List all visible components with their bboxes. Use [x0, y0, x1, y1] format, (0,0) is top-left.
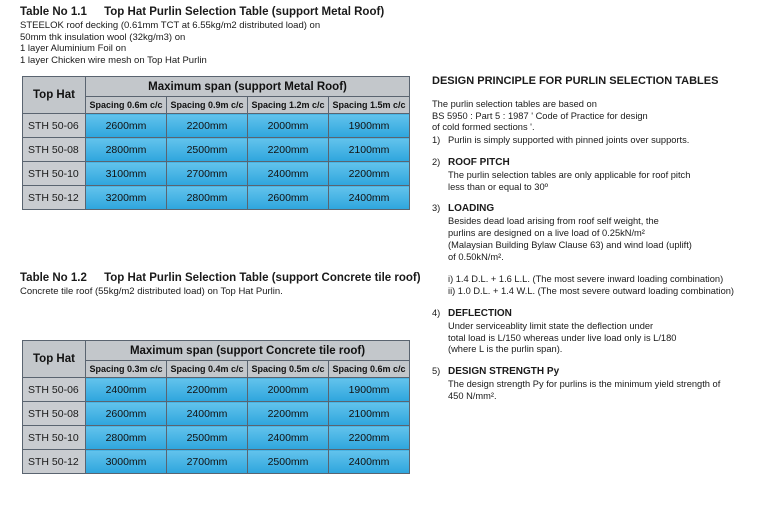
span-value: 2800mm: [86, 426, 167, 450]
row-name: STH 50-12: [23, 186, 86, 210]
span-value: 2200mm: [248, 138, 329, 162]
item-number: 4): [432, 307, 441, 318]
span-value: 2200mm: [329, 426, 410, 450]
table2-label: Table No 1.2: [20, 272, 87, 284]
item-text: less than or equal to 30º: [448, 181, 549, 192]
item-text: of 0.50kN/m².: [448, 251, 504, 262]
span-value: 1900mm: [329, 114, 410, 138]
row-name: STH 50-06: [23, 378, 86, 402]
table1-heading: [20, 6, 384, 18]
item-text: total load is L/150 whereas under live load only is L/180: [448, 332, 677, 343]
design-item-2: [432, 157, 752, 193]
item-heading: LOADING: [448, 203, 495, 215]
span-value: 2500mm: [248, 450, 329, 474]
item-text: The design strength Py for purlins is the minimum yield strength of: [448, 378, 721, 389]
design-intro-line: BS 5950 : Part 5 : 1987 ' Code of Practice for design: [432, 110, 648, 121]
table-row: [23, 450, 410, 474]
span-value: 2000mm: [248, 378, 329, 402]
item-heading: DEFLECTION: [448, 307, 512, 319]
span-value: 2000mm: [248, 114, 329, 138]
span-value: 2500mm: [167, 426, 248, 450]
load-combination: i) 1.4 D.L. + 1.6 L.L. (The most severe inward loading combination): [448, 274, 724, 285]
table-row: [23, 138, 410, 162]
span-value: 2200mm: [329, 162, 410, 186]
span-value: 2700mm: [167, 450, 248, 474]
table2-spacing-header: Spacing 0.6m c/c: [329, 361, 410, 378]
design-item-3: [432, 203, 752, 298]
table2-title: Top Hat Purlin Selection Table (support Concrete tile roof): [104, 272, 421, 284]
span-value: 2600mm: [248, 186, 329, 210]
table2-subtitle-line: Concrete tile roof (55kg/m2 distributed load) on Top Hat Purlin.: [20, 286, 283, 297]
row-name: STH 50-10: [23, 162, 86, 186]
row-name: STH 50-08: [23, 402, 86, 426]
table1-spacing-header: Spacing 0.9m c/c: [167, 97, 248, 114]
span-value: 2500mm: [167, 138, 248, 162]
table1-label: Table No 1.1: [20, 6, 87, 18]
table2-spacing-header: Spacing 0.4m c/c: [167, 361, 248, 378]
item-text: Besides dead load arising from roof self weight, the: [448, 216, 659, 227]
table-row: [23, 426, 410, 450]
item-text: Purlin is simply supported with pinned joints over supports.: [448, 135, 690, 146]
table2-span-header: Maximum span (support Concrete tile roof): [86, 341, 410, 361]
span-value: 2100mm: [329, 138, 410, 162]
span-value: 2400mm: [248, 162, 329, 186]
table1-subtitle-line: 1 layer Aluminium Foil on: [20, 43, 127, 54]
table1-span-header: Maximum span (support Metal Roof): [86, 77, 410, 97]
table1-spacing-header: Spacing 0.6m c/c: [86, 97, 167, 114]
span-value: 2700mm: [167, 162, 248, 186]
item-text: (Malaysian Building Bylaw Clause 63) and wind load (uplift): [448, 239, 692, 250]
design-item-5: [432, 366, 752, 402]
table1-title: Top Hat Purlin Selection Table (support Metal Roof): [104, 6, 385, 18]
table1: [22, 76, 410, 210]
table1-subtitle-line: 1 layer Chicken wire mesh on Top Hat Purlin: [20, 54, 207, 66]
item-heading: DESIGN STRENGTH Py: [448, 366, 560, 378]
row-name: STH 50-10: [23, 426, 86, 450]
item-text: (where L is the purlin span).: [448, 344, 563, 355]
span-value: 2100mm: [329, 402, 410, 426]
span-value: 2600mm: [86, 114, 167, 138]
span-value: 3200mm: [86, 186, 167, 210]
span-value: 2400mm: [329, 186, 410, 210]
item-text: The purlin selection tables are only applicable for roof pitch: [448, 169, 691, 180]
span-value: 2800mm: [86, 138, 167, 162]
span-value: 3000mm: [86, 450, 167, 474]
span-value: 2400mm: [167, 402, 248, 426]
design-item-4: [432, 308, 752, 356]
span-value: 1900mm: [329, 378, 410, 402]
table-row: [23, 186, 410, 210]
design-principles: [432, 76, 752, 403]
span-value: 2400mm: [86, 378, 167, 402]
table2: [22, 340, 410, 474]
table1-spacing-header: Spacing 1.2m c/c: [248, 97, 329, 114]
table-row: [23, 114, 410, 138]
item-number: 3): [432, 203, 441, 214]
design-item-1: [432, 135, 752, 147]
span-value: 2600mm: [86, 402, 167, 426]
table-row: [23, 162, 410, 186]
design-title: DESIGN PRINCIPLE FOR PURLIN SELECTION TABLES: [432, 75, 719, 87]
row-name: STH 50-06: [23, 114, 86, 138]
table-row: [23, 378, 410, 402]
table1-subtitle-line: STEELOK roof decking (0.61mm TCT at 6.55kg/m2 distributed load) on: [20, 20, 321, 31]
item-text: Under serviceablity limit state the deflection under: [448, 320, 654, 331]
row-name: STH 50-12: [23, 450, 86, 474]
load-combination: ii) 1.0 D.L. + 1.4 W.L. (The most severe outward loading combination): [448, 286, 735, 297]
span-value: 2200mm: [167, 378, 248, 402]
table1-subtitle-line: 50mm thk insulation wool (32kg/m3) on: [20, 31, 186, 43]
span-value: 2400mm: [329, 450, 410, 474]
span-value: 3100mm: [86, 162, 167, 186]
table2-heading: [20, 272, 421, 284]
item-text: purlins are designed on a live load of 0.25kN/m²: [448, 227, 645, 238]
span-value: 2200mm: [167, 114, 248, 138]
span-value: 2800mm: [167, 186, 248, 210]
design-intro-line: of cold formed sections '.: [432, 122, 535, 133]
table2-spacing-header: Spacing 0.5m c/c: [248, 361, 329, 378]
table-row: [23, 402, 410, 426]
table2-col-header: Top Hat: [23, 341, 86, 378]
table1-col-header: Top Hat: [23, 77, 86, 114]
table1-subtitle: [20, 20, 320, 66]
span-value: 2400mm: [248, 426, 329, 450]
item-number: 1): [432, 135, 441, 146]
table2-subtitle: [20, 286, 283, 298]
item-number: 5): [432, 366, 441, 377]
row-name: STH 50-08: [23, 138, 86, 162]
span-value: 2200mm: [248, 402, 329, 426]
design-intro-line: The purlin selection tables are based on: [432, 98, 597, 109]
table1-spacing-header: Spacing 1.5m c/c: [329, 97, 410, 114]
item-number: 2): [432, 156, 441, 167]
item-text: 450 N/mm².: [448, 390, 497, 401]
table2-spacing-header: Spacing 0.3m c/c: [86, 361, 167, 378]
item-heading: ROOF PITCH: [448, 156, 510, 168]
